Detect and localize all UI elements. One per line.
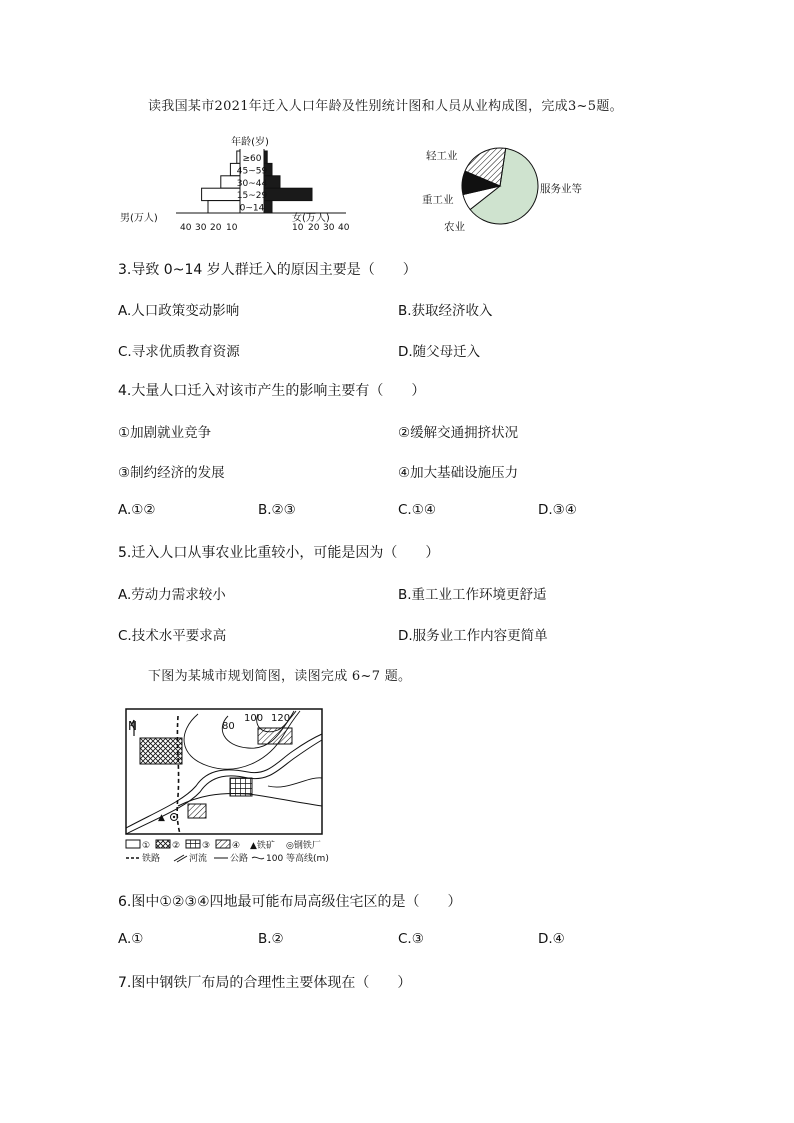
zone-1 <box>140 738 182 764</box>
north-label: N <box>128 719 137 733</box>
intro-text: 读我国某市2021年迁入人口年龄及性别统计图和人员从业构成图，完成3~5题。 <box>148 99 623 114</box>
zone-2 <box>188 804 206 818</box>
question-3: 3.导致 0~14 岁人群迁入的原因主要是（ ） <box>118 262 417 278</box>
q3-option-a[interactable]: A.人口政策变动影响 <box>118 303 240 319</box>
q3-option-b[interactable]: B.获取经济收入 <box>398 303 493 319</box>
employment-pie-chart <box>420 140 620 236</box>
male-tick-40: 40 <box>180 223 192 233</box>
pie-label-light: 轻工业 <box>426 150 458 162</box>
q4-option-a[interactable]: A.①② <box>118 502 156 518</box>
male-tick-30: 30 <box>195 223 207 233</box>
q6-option-b[interactable]: B.② <box>258 931 284 947</box>
male-bar-4 <box>208 201 240 213</box>
q5-option-b[interactable]: B.重工业工作环境更舒适 <box>398 587 547 603</box>
question-6: 6.图中①②③④四地最可能布局高级住宅区的是（ ） <box>118 894 462 910</box>
svg-text:铁路: 铁路 <box>142 854 161 864</box>
pie-label-heavy: 重工业 <box>422 194 454 206</box>
pyramid-title: 年龄(岁) <box>231 137 269 148</box>
svg-text:④: ④ <box>232 841 241 851</box>
svg-text:①: ① <box>142 841 151 851</box>
contour-label-120: 120 <box>271 713 291 724</box>
zone-4 <box>258 728 292 744</box>
question-4: 4.大量人口迁入对该市产生的影响主要有（ ） <box>118 383 426 399</box>
question-7: 7.图中钢铁厂布局的合理性主要体现在（ ） <box>118 975 412 991</box>
male-tick-10: 10 <box>226 223 238 233</box>
contour-label-80: 80 <box>222 721 235 732</box>
population-pyramid <box>118 133 358 235</box>
age-label-1: 45~59 <box>236 166 268 177</box>
age-label-3: 15~29 <box>236 191 268 202</box>
male-label: 男(万人) <box>120 213 158 224</box>
female-tick-10: 10 <box>292 223 304 233</box>
iron-ore-icon: ▲ <box>158 813 165 823</box>
male-bar-3 <box>202 188 240 200</box>
map-intro-text: 下图为某城市规划简图，读图完成 6~7 题。 <box>148 669 412 684</box>
q4-option-b[interactable]: B.②③ <box>258 502 296 518</box>
age-label-2: 30~44 <box>236 178 268 189</box>
svg-text:◎钢铁厂: ◎钢铁厂 <box>286 841 321 851</box>
q3-option-d[interactable]: D.随父母迁入 <box>398 344 481 360</box>
q3-option-c[interactable]: C.寻求优质教育资源 <box>118 344 240 360</box>
male-tick-20: 20 <box>210 223 222 233</box>
pie-label-service: 服务业等 <box>540 183 582 195</box>
q4-option-d[interactable]: D.③④ <box>538 502 577 518</box>
age-label-4: 0~14 <box>239 203 265 214</box>
female-label: 女(万人) <box>292 213 330 224</box>
svg-text:公路: 公路 <box>230 854 249 864</box>
question-5: 5.迁入人口从事农业比重较小，可能是因为（ ） <box>118 545 440 561</box>
svg-text:③: ③ <box>202 841 211 851</box>
age-label-0: ≥60 <box>242 154 262 164</box>
q5-option-a[interactable]: A.劳动力需求较小 <box>118 587 226 603</box>
pie-label-agri: 农业 <box>444 221 465 233</box>
q5-option-d[interactable]: D.服务业工作内容更简单 <box>398 628 548 644</box>
q5-option-c[interactable]: C.技术水平要求高 <box>118 628 227 644</box>
q4-option-c[interactable]: C.①④ <box>398 502 436 518</box>
q6-option-a[interactable]: A.① <box>118 931 144 947</box>
q4-statement-3: ③制约经济的发展 <box>118 465 225 481</box>
q6-option-d[interactable]: D.④ <box>538 931 565 947</box>
svg-text:▲铁矿: ▲铁矿 <box>250 841 275 851</box>
q4-statement-4: ④加大基础设施压力 <box>398 465 519 481</box>
contour-label-100: 100 <box>244 713 264 724</box>
female-tick-30: 30 <box>323 223 335 233</box>
svg-text:100 等高线(m): 100 等高线(m) <box>266 854 329 864</box>
female-tick-20: 20 <box>308 223 320 233</box>
svg-text:河流: 河流 <box>189 854 208 864</box>
map-legend <box>126 839 329 864</box>
female-tick-40: 40 <box>338 223 350 233</box>
female-bar-3 <box>264 188 312 200</box>
q6-option-c[interactable]: C.③ <box>398 931 424 947</box>
q4-statement-2: ②缓解交通拥挤状况 <box>398 425 519 441</box>
city-planning-map <box>118 706 358 866</box>
svg-text:②: ② <box>172 841 181 851</box>
female-bar-4 <box>264 201 272 213</box>
q4-statement-1: ①加剧就业竞争 <box>118 425 212 441</box>
